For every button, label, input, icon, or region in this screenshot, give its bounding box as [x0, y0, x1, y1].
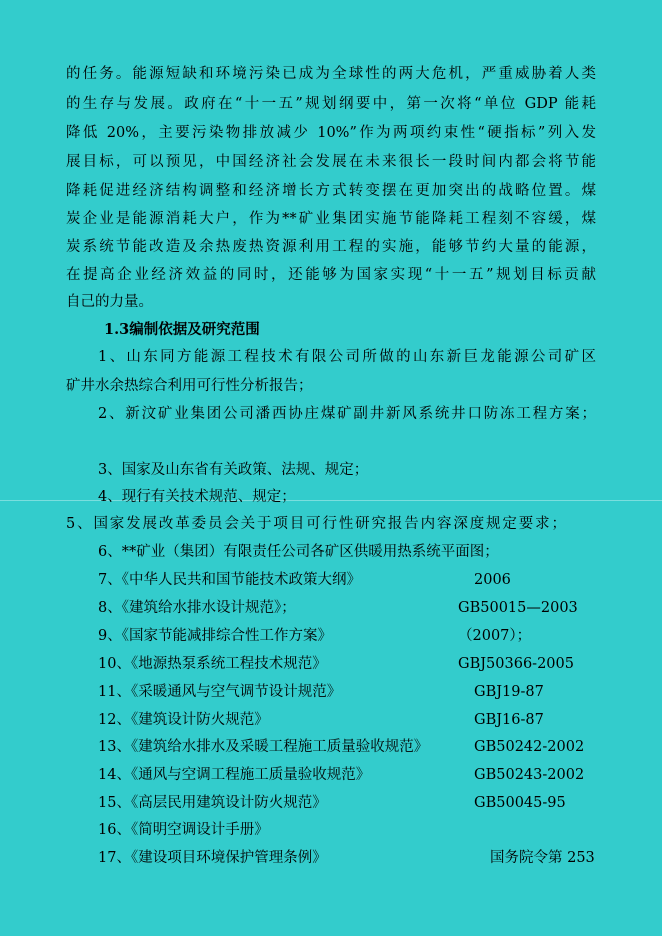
reference-code: GBJ16-87: [474, 712, 544, 728]
reference-title: 16、《简明空调设计手册》: [98, 822, 269, 838]
reference-title: 13、《建筑给水排水及采暖工程施工质量验收规范》: [98, 739, 429, 755]
list-item: 4、现行有关技术规范、规定；: [98, 489, 296, 505]
paragraph-line: 的任务。能源短缺和环境污染已成为全球性的两大危机，严重威胁着人类: [66, 66, 596, 82]
list-item: 5、国家发展改革委员会关于项目可行性研究报告内容深度规定要求；: [66, 516, 566, 532]
reference-title: 15、《高层民用建筑设计防火规范》: [98, 795, 327, 811]
reference-code: 2006: [474, 572, 511, 588]
reference-code: GB50242-2002: [474, 739, 585, 755]
paragraph-line: 炭系统节能改造及余热废热资源利用工程的实施，能够节约大量的能源，: [66, 239, 596, 255]
reference-code: GB50243-2002: [474, 767, 585, 783]
paragraph-line: 降低 20%，主要污染物排放减少 10%”作为两项约束性“硬指标”列入发: [66, 125, 596, 141]
paragraph-line: 炭企业是能源消耗大户，作为**矿业集团实施节能降耗工程刻不容缓，煤: [66, 211, 596, 227]
reference-code: GB50045-95: [474, 795, 566, 811]
reference-title: 8、《建筑给水排水设计规范》；: [98, 600, 296, 616]
reference-title: 12、《建筑设计防火规范》: [98, 712, 269, 728]
reference-code: 国务院令第 253: [490, 850, 595, 866]
paragraph-line: 的生存与发展。政府在“十一五”规划纲要中，第一次将“单位 GDP 能耗: [66, 96, 596, 112]
section-heading: 1.3编制依据及研究范围: [104, 321, 260, 338]
paragraph-line: 展目标，可以预见，中国经济社会发展在未来很长一段时间内都会将节能: [66, 154, 596, 170]
paragraph-line: 自己的力量。: [66, 294, 153, 310]
reference-code: （2007）；: [458, 628, 532, 644]
reference-title: 11、《采暖通风与空气调节设计规范》: [98, 684, 342, 700]
reference-title: 7、《中华人民共和国节能技术政策大纲》: [98, 572, 361, 588]
reference-code: GBJ50366-2005: [458, 656, 574, 672]
paragraph-line: 在提高企业经济效益的同时，还能够为国家实现“十一五”规划目标贡献: [66, 267, 596, 283]
reference-code: GB50015—2003: [458, 600, 578, 616]
reference-title: 9、《国家节能减排综合性工作方案》: [98, 628, 332, 644]
list-item: 2、新汶矿业集团公司潘西协庄煤矿副井新风系统井口防冻工程方案；: [98, 406, 596, 422]
reference-code: GBJ19-87: [474, 684, 544, 700]
list-item: 3、国家及山东省有关政策、法规、规定；: [98, 462, 369, 478]
list-item: 矿井水余热综合利用可行性分析报告；: [66, 378, 313, 394]
reference-title: 10、《地源热泵系统工程技术规范》: [98, 656, 327, 672]
paragraph-line: 降耗促进经济结构调整和经济增长方式转变摆在更加突出的战略位置。煤: [66, 183, 596, 199]
list-item: 1、山东同方能源工程技术有限公司所做的山东新巨龙能源公司矿区: [98, 349, 596, 365]
list-item: 6、**矿业（集团）有限责任公司各矿区供暖用热系统平面图；: [98, 544, 499, 560]
reference-title: 14、《通风与空调工程施工质量验收规范》: [98, 767, 371, 783]
reference-title: 17、《建设项目环境保护管理条例》: [98, 850, 327, 866]
